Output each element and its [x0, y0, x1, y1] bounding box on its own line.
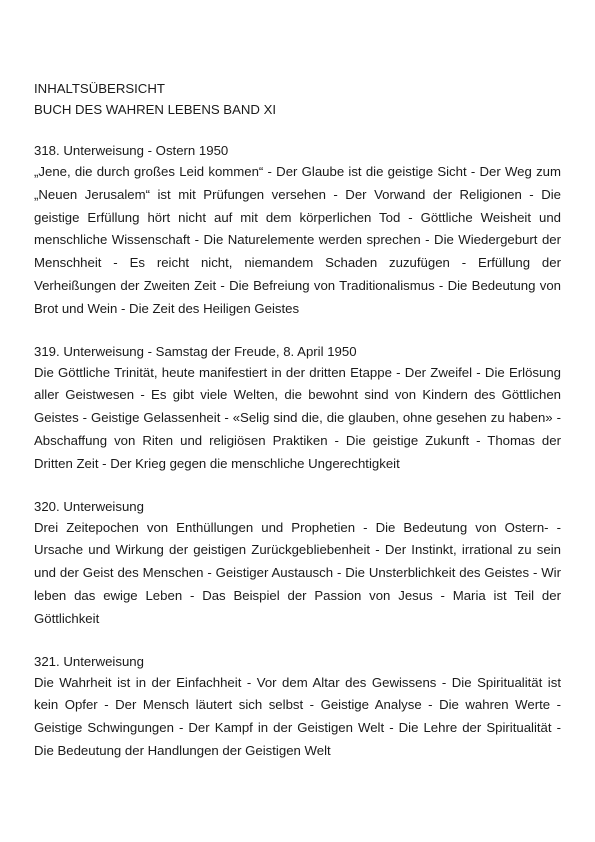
- section-heading: 319. Unterweisung - Samstag der Freude, 8. April 1950: [34, 343, 357, 359]
- section-body: „Jene, die durch großes Leid kommen“ - Der Glaube ist die geistige Sicht - Der Weg zum „Neuen Jerusalem“ ist mit Prüfungen versehen - Der Vorwand der Religionen - Die geistige Erfüllung hört nicht auf mit dem körperlichen Tod - Göttliche Weisheit und menschliche Wissenschaft - Die Naturelemente werden sprechen - Die Wiedergeburt der Menschheit - Es reicht nicht, niemandem Schaden zuzufügen - Erfüllung der Verheißungen der Zweiten Zeit - Die Befreiung von Traditionalismus - Die Bedeutung von Brot und Wein - Die Zeit des Heiligen Geistes: [34, 164, 561, 316]
- section-heading: 321. Unterweisung: [34, 653, 144, 669]
- toc-title: INHALTSÜBERSICHT: [34, 81, 165, 96]
- section-heading: 320. Unterweisung: [34, 498, 144, 514]
- section-body: Die Göttliche Trinität, heute manifestiert in der dritten Etappe - Der Zweifel - Die Erlösung aller Geistwesen - Es gibt viele Welten, die bewohnt sind von Kindern des Göttlichen Geistes - Geistige Gelassenheit - «Selig sind die, die glauben, ohne gesehen zu haben» - Abschaffung von Riten und religiösen Praktiken - Die geistige Zukunft - Thomas der Dritten Zeit - Der Krieg gegen die menschliche Ungerechtigkeit: [34, 364, 561, 471]
- section-body: Drei Zeitepochen von Enthüllungen und Prophetien - Die Bedeutung von Ostern- - Ursache und Wirkung der geistigen Zurückgebliebenheit - Der Instinkt, irrational zu sein und der Geist des Menschen - Geistiger Austausch - Die Unsterblichkeit des Geistes - Wir leben das ewige Leben - Das Beispiel der Passion von Jesus - Maria ist Teil der Göttlichkeit: [34, 519, 561, 626]
- toc-section-319: [34, 341, 561, 476]
- document-header: [34, 78, 561, 120]
- book-title: BUCH DES WAHREN LEBENS BAND XI: [34, 102, 277, 117]
- section-body: Die Wahrheit ist in der Einfachheit - Vor dem Altar des Gewissens - Die Spiritualität ist kein Opfer - Der Mensch läutert sich selbst - Geistige Analyse - Die wahren Werte - Geistige Schwingungen - Der Kampf in der Geistigen Welt - Die Lehre der Spiritualität - Die Bedeutung der Handlungen der Geistigen Welt: [34, 674, 561, 758]
- toc-section-318: [34, 140, 561, 321]
- toc-section-321: [34, 651, 561, 763]
- section-heading: 318. Unterweisung - Ostern 1950: [34, 143, 229, 158]
- toc-section-320: [34, 496, 561, 631]
